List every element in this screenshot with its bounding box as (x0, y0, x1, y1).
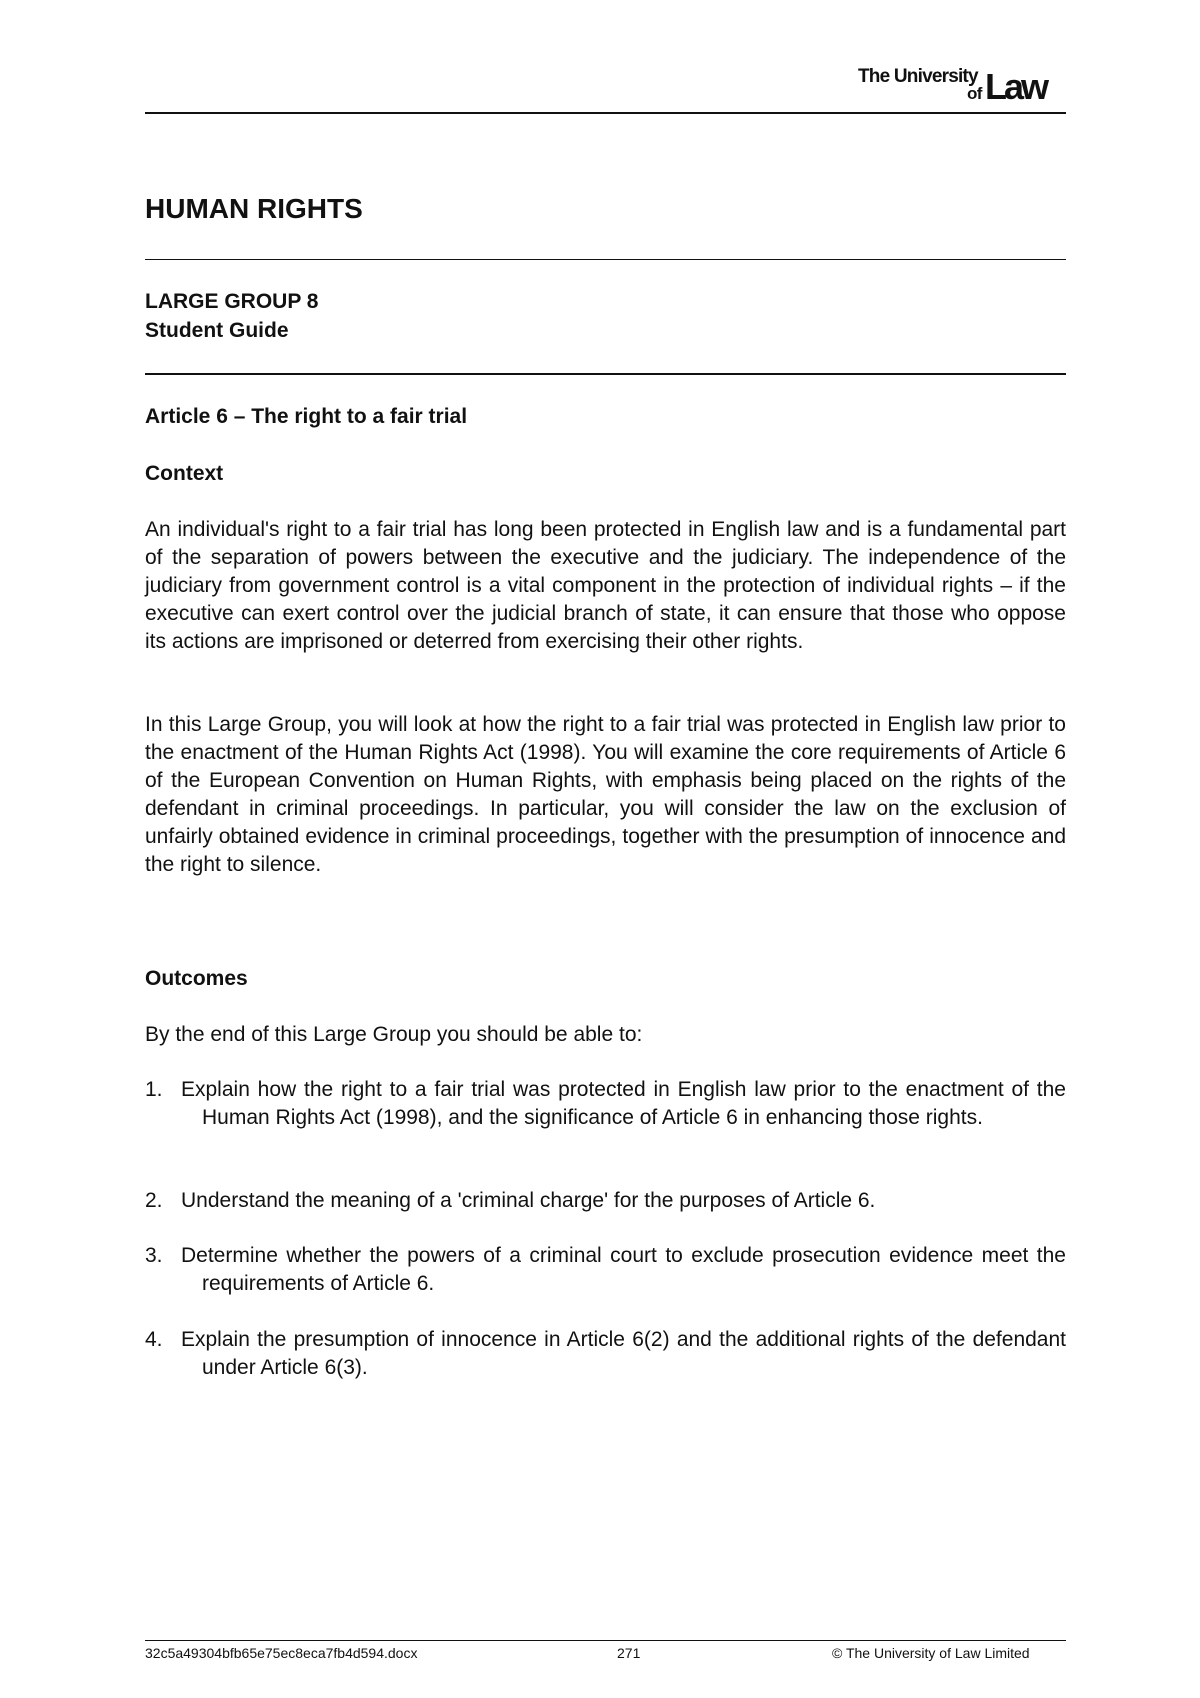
footer-filename: 32c5a49304bfb65e75ec8eca7fb4d594.docx (145, 1645, 418, 1661)
outcomes-intro: By the end of this Large Group you should be able to: (145, 1023, 643, 1046)
logo-line-3: Law (985, 66, 1047, 107)
list-item (145, 1326, 1066, 1382)
section-rule (145, 373, 1066, 375)
context-paragraph-2: In this Large Group, you will look at how the right to a fair trial was protected in English law prior to the enactment of the Human Rights Act (1998). You will examine the core requirements of Article 6 of the European Convention on Human Rights, with emphasis being placed on the rights of the defendant in criminal proceedings. In particular, you will consider the law on the exclusion of unfairly obtained evidence in criminal proceedings, together with the presumption of innocence and the right to silence. (145, 713, 1066, 876)
context-paragraph-1: An individual's right to a fair trial has long been protected in English law and is a fundamental part of the separation of powers between the executive and the judiciary. The independence of the judiciary from government control is a vital component in the protection of individual rights – if the executive can exert control over the judicial branch of state, it can ensure that those who oppose its actions are imprisoned or deterred from exercising their other rights. (145, 518, 1066, 653)
footer-rule (145, 1640, 1066, 1641)
list-item-text: Explain how the right to a fair trial was protected in English law prior to the enactment of the Human Rights Act (1998), and the significance of Article 6 in enhancing those rights. (181, 1078, 1066, 1129)
list-item-number: 2. (145, 1189, 163, 1212)
list-item (145, 1242, 1066, 1298)
logo-line-2: of (967, 84, 982, 103)
guide-label: Student Guide (145, 319, 289, 342)
footer-page-number: 271 (617, 1645, 641, 1661)
outcomes-heading: Outcomes (145, 967, 248, 990)
list-item (145, 1076, 1066, 1132)
list-item-number: 3. (145, 1244, 163, 1267)
list-item-number: 1. (145, 1078, 163, 1101)
list-item-text: Determine whether the powers of a criminal court to exclude prosecution evidence meet the requirements of Article 6. (181, 1244, 1066, 1295)
document-title: HUMAN RIGHTS (145, 193, 363, 224)
list-item-text: Explain the presumption of innocence in Article 6(2) and the additional rights of the defendant under Article 6(3). (181, 1328, 1066, 1379)
title-rule (145, 259, 1066, 260)
list-item-number: 4. (145, 1328, 163, 1351)
context-heading: Context (145, 462, 224, 485)
logo-line-1: The University (858, 66, 978, 87)
list-item-text: Understand the meaning of a 'criminal charge' for the purposes of Article 6. (181, 1189, 876, 1212)
footer-copyright: © The University of Law Limited (832, 1645, 1030, 1661)
list-item (145, 1187, 1066, 1215)
header-rule (145, 112, 1066, 114)
university-of-law-logo (858, 66, 1066, 106)
group-label: LARGE GROUP 8 (145, 290, 319, 313)
article-heading: Article 6 – The right to a fair trial (145, 405, 468, 428)
